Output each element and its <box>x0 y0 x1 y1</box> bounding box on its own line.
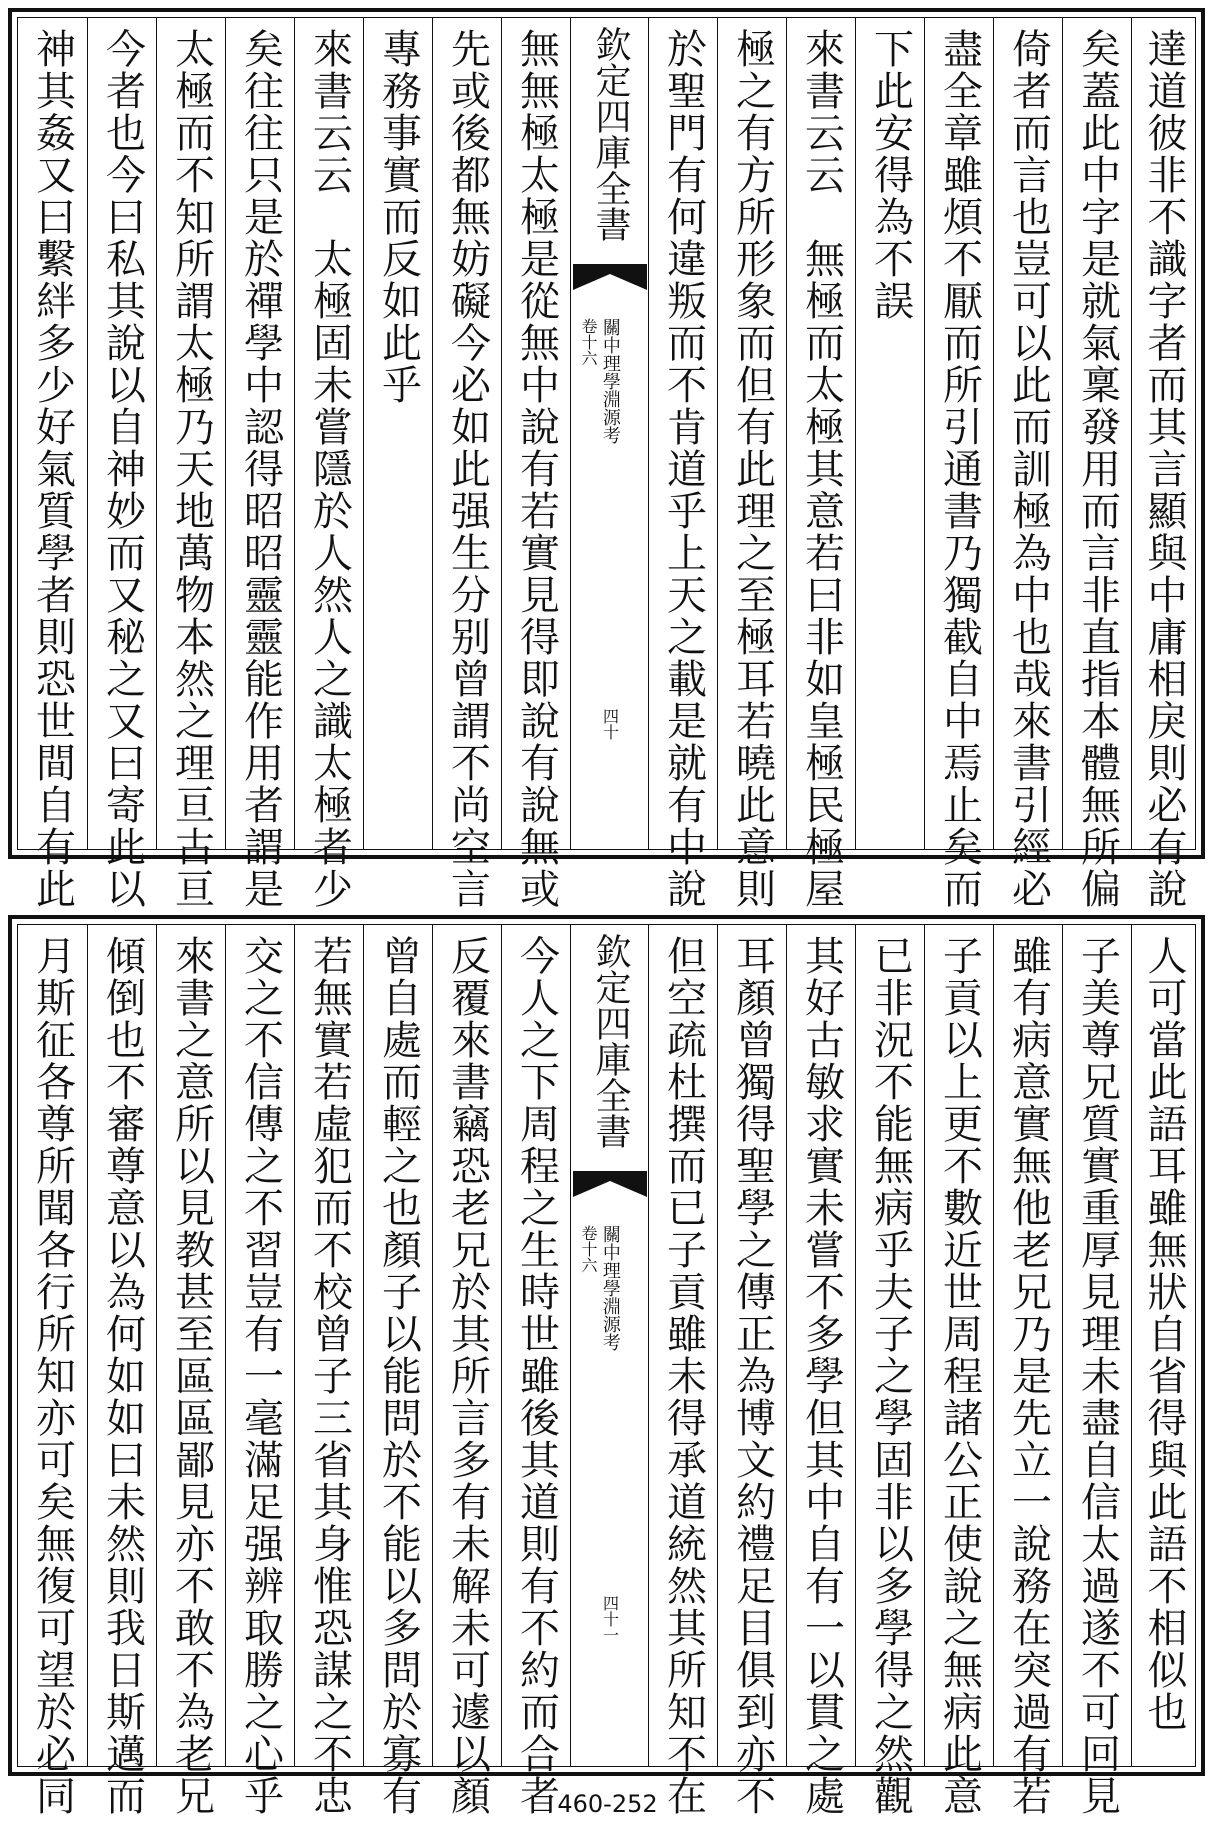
text-column: 極之有方所形象而但有此理之至極耳若曉此意則 <box>717 18 787 849</box>
text-column: 但空疏杜撰而已子貢雖未得承道統然其所知不在 <box>648 925 718 1766</box>
text-column: 來書云云 太極固未嘗隱於人然人之識太極者少 <box>294 18 364 849</box>
text-column: 若無實若虛犯而不校曾子三省其身惟恐謀之不忠 <box>294 925 364 1766</box>
text-column: 子美尊兄質實重厚見理未盡自信太過遂不可回見 <box>1062 925 1132 1766</box>
text-column: 傾倒也不審尊意以為何如如曰未然則我日斯邁而 <box>87 925 157 1766</box>
top-page-frame <box>17 17 1196 910</box>
text-column: 矣往往只是於禪學中認得昭昭靈靈能作用者謂是 <box>225 18 295 849</box>
text-column: 盡全章雖煩不厭而所引通書乃獨截自中焉止矣而 <box>924 18 994 849</box>
text-column: 今者也今曰私其說以自神妙而又秘之又曰寄此以 <box>87 18 157 849</box>
book-title: 關中理學淵源考 <box>599 318 621 444</box>
text-column: 雖有病意實無他老兄乃是先立一說務在突過有若 <box>993 925 1063 1766</box>
text-column: 太極而不知所謂太極乃天地萬物本然之理亘古亘 <box>156 18 226 849</box>
center-fold-column <box>570 925 649 1766</box>
center-fold-column <box>570 18 649 849</box>
text-column: 無無極太極是從無中說有若實見得即說有說無或 <box>501 18 571 849</box>
volume-label: 卷十六 <box>579 1225 598 1273</box>
top-page <box>8 8 1205 910</box>
series-title: 欽定四庫全書 <box>590 26 631 242</box>
text-column: 今人之下周程之生時世雖後其道則有不約而合者 <box>501 925 571 1766</box>
text-column: 先或後都無妨礙今必如此强生分别曾謂不尚空言 <box>432 18 502 849</box>
text-column: 其好古敏求實未嘗不多學但其中自有一以貫之處 <box>786 925 856 1766</box>
fishtail-mark <box>573 1171 647 1197</box>
volume-label: 卷十六 <box>579 318 598 366</box>
text-column: 耳顏曾獨得聖學之傳正為博文約禮足目俱到亦不 <box>717 925 787 1766</box>
fishtail-mark <box>573 264 647 290</box>
text-column: 達道彼非不識字者而其言顯與中庸相戾則必有說 <box>1131 18 1196 849</box>
text-column: 來書之意所以見教甚至區區鄙見亦不敢不為老兄 <box>156 925 226 1766</box>
text-column: 月斯征各尊所聞各行所知亦可矣無復可望於必同 <box>29 935 76 1817</box>
text-column: 矣蓋此中字是就氣稟發用而言非直指本體無所偏 <box>1062 18 1132 849</box>
text-column: 曾自處而輕之也顏子以能問於不能以多問於寡有 <box>363 925 433 1766</box>
text-column: 下此安得為不誤 <box>855 18 925 849</box>
text-column: 已非況不能無病乎夫子之學固非以多學得之然觀 <box>855 925 925 1766</box>
text-column: 神其姦又曰繫絆多少好氣質學者則恐世間自有此 <box>29 28 76 910</box>
text-column: 反覆來書竊恐老兄於其所言多有未解未可遽以顏 <box>432 925 502 1766</box>
series-title: 欽定四庫全書 <box>590 933 631 1149</box>
text-column: 人可當此語耳雖無狀自省得與此語不相似也 <box>1131 925 1196 1766</box>
page-footer-number: 460-252 <box>557 1790 658 1818</box>
text-column: 交之不信傳之不習豈有一毫滿足强辨取勝之心乎 <box>225 925 295 1766</box>
text-column: 來書云云 無極而太極其意若曰非如皇極民極屋 <box>786 18 856 849</box>
text-column: 專務事實而反如此乎 <box>363 18 433 849</box>
page-number: 四十 <box>600 708 620 740</box>
text-column: 倚者而言也豈可以此而訓極為中也哉來書引經必 <box>993 18 1063 849</box>
text-column: 子貢以上更不數近世周程諸公正使說之無病此意 <box>924 925 994 1766</box>
page-number: 四十一 <box>600 1595 620 1643</box>
text-column: 於聖門有何違叛而不肯道乎上天之載是就有中說 <box>648 18 718 849</box>
book-title: 關中理學淵源考 <box>599 1225 621 1351</box>
